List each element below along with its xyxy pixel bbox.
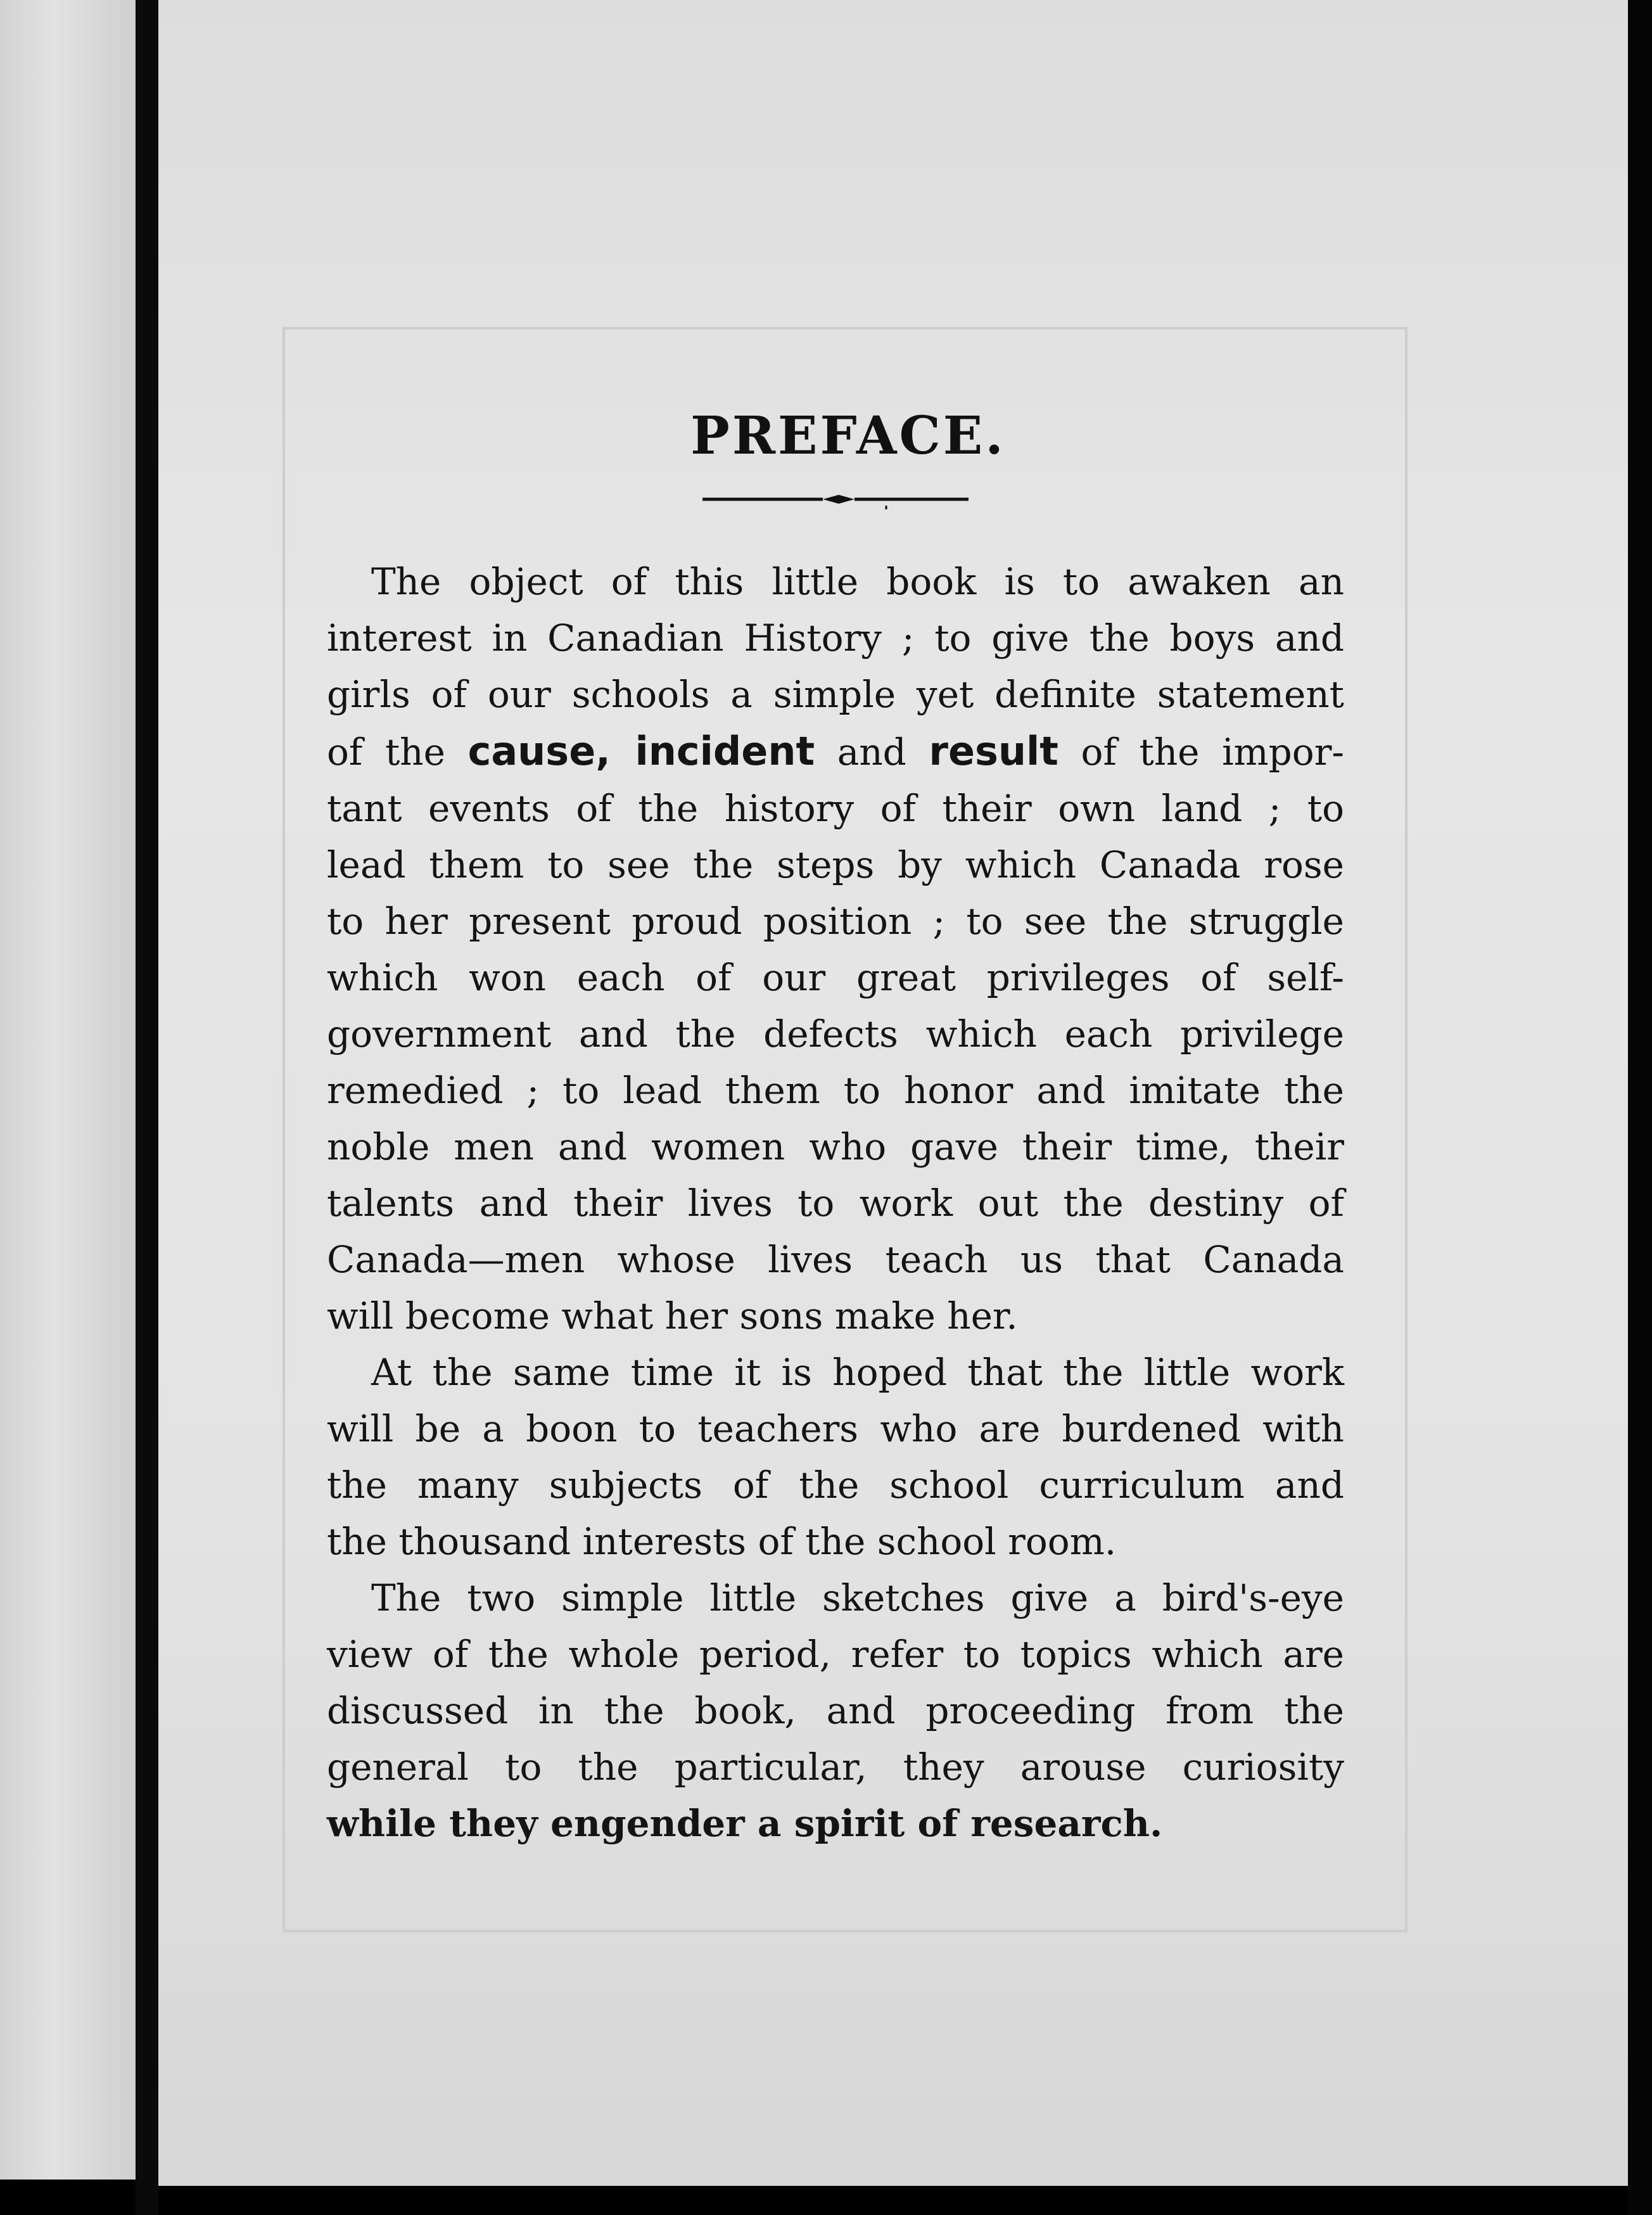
- preface-content: [327, 405, 1344, 1852]
- text-line: talents and their lives to work out the destiny of: [327, 1182, 1344, 1225]
- text-line: Canada—men whose lives teach us that Canada: [327, 1238, 1344, 1281]
- paragraph-2: [327, 1344, 1344, 1570]
- right-page-edge: [1628, 0, 1652, 2215]
- paragraph-3: [327, 1570, 1344, 1852]
- text-line-emphasis: [327, 723, 1344, 781]
- book-spine: [136, 0, 158, 2215]
- text-line: while they engender a spirit of research.: [327, 1802, 1163, 1845]
- text-line: will become what her sons make her.: [327, 1294, 1018, 1337]
- text-line: general to the particular, they arouse curiosity: [327, 1746, 1344, 1789]
- text-line: lead them to see the steps by which Canada rose: [327, 843, 1344, 886]
- title-ornament-icon: [696, 490, 975, 509]
- left-page-edge: [0, 0, 136, 2180]
- text-line: will be a boon to teachers who are burdened with: [327, 1407, 1344, 1450]
- text-line: the thousand interests of the school room.: [327, 1520, 1117, 1563]
- text-fragment: of the impor-: [1081, 731, 1345, 774]
- text-line: tant events of the history of their own land ; to: [327, 787, 1344, 830]
- emphasized-word: result: [929, 728, 1058, 774]
- text-line: The two simple little sketches give a bird's-eye: [371, 1576, 1344, 1619]
- paragraph-1: [327, 554, 1344, 1344]
- text-line: which won each of our great privileges of self-: [327, 956, 1344, 999]
- emphasized-word: cause, incident: [467, 728, 815, 774]
- text-line: government and the defects which each privilege: [327, 1012, 1344, 1056]
- text-line: view of the whole period, refer to topics which are: [327, 1633, 1344, 1676]
- text-line: interest in Canadian History ; to give the boys and: [327, 616, 1344, 660]
- text-line: girls of our schools a simple yet definite statement: [327, 673, 1344, 716]
- text-line: noble men and women who gave their time, their: [327, 1125, 1344, 1168]
- text-fragment: and: [837, 731, 906, 774]
- text-line: At the same time it is hoped that the little work: [371, 1351, 1344, 1394]
- text-line: The object of this little book is to awaken an: [371, 560, 1344, 603]
- text-fragment: of the: [327, 731, 445, 774]
- text-line: the many subjects of the school curriculum and: [327, 1464, 1344, 1507]
- text-line: remedied ; to lead them to honor and imitate the: [327, 1069, 1344, 1112]
- text-line: to her present proud position ; to see the struggle: [327, 900, 1344, 943]
- text-line: discussed in the book, and proceeding from the: [327, 1689, 1344, 1732]
- page-title: PREFACE.: [690, 405, 1006, 466]
